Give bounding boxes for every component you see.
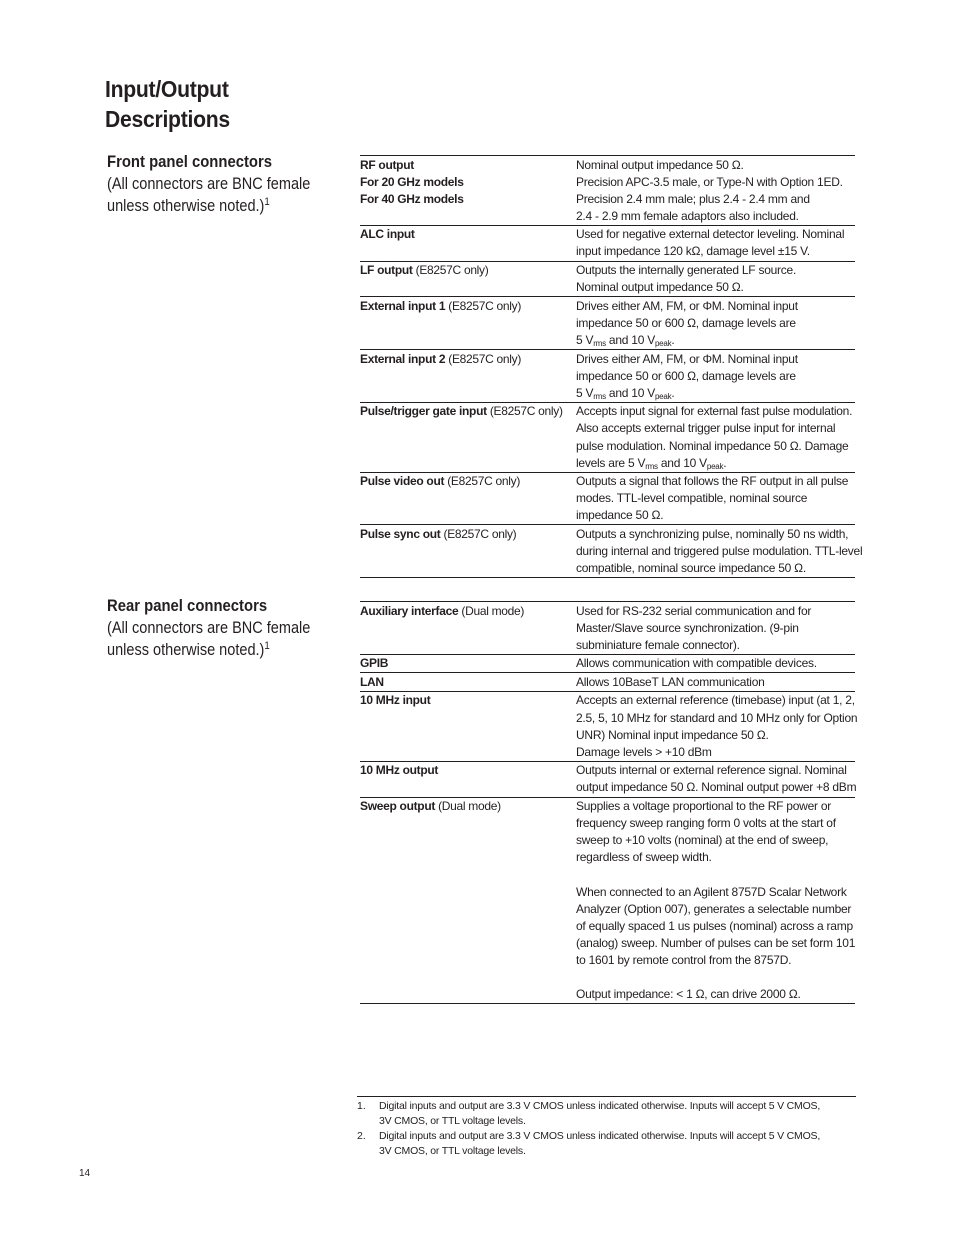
description-line: Drives either AM, FM, or ΦM. Nominal input xyxy=(576,298,798,313)
table-row xyxy=(360,472,855,525)
table-row xyxy=(360,797,855,1004)
description-line: frequency sweep ranging form 0 volts at the start of xyxy=(576,816,836,831)
description-line: 2.4 - 2.9 mm female adaptors also included. xyxy=(576,208,799,223)
voltage-text: 5 V xyxy=(576,385,594,400)
table-row xyxy=(360,761,855,797)
footnote-ref: 1 xyxy=(264,640,270,652)
voltage-text: . xyxy=(671,385,675,400)
table-row xyxy=(360,156,855,225)
voltage-text: and 10 V xyxy=(605,385,655,400)
description-line: When connected to an Agilent 8757D Scalar Network xyxy=(576,884,847,899)
connector-name xyxy=(360,226,576,261)
connector-description xyxy=(576,673,855,691)
front-panel-table xyxy=(360,155,863,578)
connector-description xyxy=(576,297,855,349)
connector-description xyxy=(576,602,855,654)
description-line: subminiature female connector). xyxy=(576,637,740,652)
description-line: input impedance 120 kΩ, damage level ±15 V. xyxy=(576,244,810,259)
footnote-line: 3V CMOS, or TTL voltage levels. xyxy=(379,1115,526,1127)
description-line: Used for RS-232 serial communication and for xyxy=(576,603,812,618)
connector-name xyxy=(360,762,576,797)
connector-label: LF output xyxy=(360,263,413,278)
footnotes xyxy=(357,1096,856,1159)
connector-label: Pulse video out xyxy=(360,474,445,489)
connector-description xyxy=(576,798,855,1004)
connector-name xyxy=(360,673,576,691)
description-line: Used for negative external detector leveling. Nominal xyxy=(576,227,845,242)
connector-name-line xyxy=(360,351,576,368)
front-panel-note xyxy=(107,173,327,217)
connector-label: Pulse/trigger gate input xyxy=(360,404,487,419)
connector-label: External input 1 xyxy=(360,298,446,313)
connector-name xyxy=(360,798,576,1004)
connector-name-line xyxy=(360,298,576,315)
connector-description xyxy=(576,226,855,261)
description-line xyxy=(576,455,855,472)
description-line: of equally spaced 1 us pulses (nominal) across a ramp xyxy=(576,918,853,933)
connector-note: (E8257C only) xyxy=(445,351,522,366)
table-row xyxy=(360,402,855,472)
description-line: sweep to +10 volts (nominal) at the end of sweep, xyxy=(576,833,829,848)
connector-label: 10 MHz input xyxy=(360,693,431,708)
description-line: impedance 50 Ω. xyxy=(576,508,664,523)
rear-panel-label xyxy=(107,595,337,661)
description-line: UNR) Nominal input impedance 50 Ω. xyxy=(576,727,769,742)
connector-label: LAN xyxy=(360,674,384,689)
description-line: Allows communication with compatible devices. xyxy=(576,656,817,671)
connector-description xyxy=(576,655,855,673)
description-line: Nominal output impedance 50 Ω. xyxy=(576,280,744,295)
connector-name-line xyxy=(360,403,576,420)
page-title-line: Input/Output xyxy=(105,76,229,102)
description-line: Nominal output impedance 50 Ω. xyxy=(576,157,744,172)
description-line: Outputs a synchronizing pulse, nominally 50 ns width, xyxy=(576,526,849,541)
connector-description xyxy=(576,262,855,297)
rear-panel-note-line xyxy=(107,639,327,661)
connector-note: (E8257C only) xyxy=(440,526,517,541)
table-row xyxy=(360,672,855,691)
footnote-line: Digital inputs and output are 3.3 V CMOS unless indicated otherwise. Inputs will accept 5 V CMOS, xyxy=(379,1130,821,1142)
table-row xyxy=(360,691,858,761)
connector-note: (Dual mode) xyxy=(435,799,501,814)
connector-label: GPIB xyxy=(360,656,389,671)
connector-note: (E8257C only) xyxy=(486,404,563,419)
front-panel-note-line: (All connectors are BNC female xyxy=(107,175,311,193)
description-line: pulse modulation. Nominal impedance 50 Ω. Damage xyxy=(576,438,849,453)
table-row xyxy=(360,225,855,261)
voltage-text: levels are 5 V xyxy=(576,455,646,470)
description-line: Also accepts external trigger pulse input for internal xyxy=(576,421,836,436)
subscript-rms: rms xyxy=(593,338,606,348)
description-line: modes. TTL-level compatible, nominal source xyxy=(576,491,808,506)
connector-label: Auxiliary interface xyxy=(360,603,459,618)
description-line: regardless of sweep width. xyxy=(576,850,712,865)
connector-name-line xyxy=(360,692,576,709)
description-line: Outputs internal or external reference signal. Nominal xyxy=(576,763,847,778)
connector-label: For 40 GHz models xyxy=(360,191,464,206)
description-line: Precision APC-3.5 male, or Type-N with Option 1ED. xyxy=(576,174,843,189)
description-line: impedance 50 or 600 Ω, damage levels are xyxy=(576,315,796,330)
connector-name-line xyxy=(360,226,576,243)
rear-panel-note-text: unless otherwise noted.) xyxy=(107,641,265,659)
page-title-line: Descriptions xyxy=(105,106,230,132)
connector-description xyxy=(576,473,855,525)
connector-label: RF output xyxy=(360,157,414,172)
subscript-peak: peak xyxy=(654,391,672,401)
connector-name xyxy=(360,156,576,225)
page-number: 14 xyxy=(79,1168,91,1179)
connector-name xyxy=(360,525,576,577)
connector-name xyxy=(360,350,576,402)
rear-panel-heading: Rear panel connectors xyxy=(107,597,268,615)
connector-name-line xyxy=(360,262,576,279)
description-line: Analyzer (Option 007), generates a selectable number xyxy=(576,901,852,916)
connector-note: (E8257C only) xyxy=(445,298,522,313)
description-line: Accepts an external reference (timebase) input (at 1, 2, xyxy=(576,693,855,708)
description-line: compatible, nominal source impedance 50 Ω. xyxy=(576,561,806,576)
footnote-text xyxy=(379,1129,820,1159)
connector-label: Pulse sync out xyxy=(360,526,441,541)
subscript-peak: peak xyxy=(654,338,672,348)
connector-name xyxy=(360,655,576,673)
rear-panel-note-line: (All connectors are BNC female xyxy=(107,619,311,637)
voltage-text: . xyxy=(723,455,727,470)
description-line: output impedance 50 Ω. Nominal output power +8 dBm xyxy=(576,780,857,795)
connector-name-line xyxy=(360,655,576,672)
connector-name-line xyxy=(360,174,576,191)
connector-name-line xyxy=(360,674,576,691)
footnote-text xyxy=(379,1099,820,1129)
rear-panel-note xyxy=(107,617,327,661)
front-panel-note-text: unless otherwise noted.) xyxy=(107,197,265,215)
connector-description xyxy=(576,762,855,797)
description-line: to 1601 by remote control from the 8757D. xyxy=(576,952,792,967)
description-line: Master/Slave source synchronization. (9-pin xyxy=(576,620,799,635)
connector-note: (E8257C only) xyxy=(412,263,489,278)
page-title xyxy=(105,74,344,134)
connector-description xyxy=(576,525,863,577)
connector-name-line xyxy=(360,526,576,543)
description-line: during internal and triggered pulse modulation. TTL-level xyxy=(576,544,863,559)
connector-name-line xyxy=(360,798,576,815)
connector-label: ALC input xyxy=(360,227,415,242)
footnote-line: Digital inputs and output are 3.3 V CMOS unless indicated otherwise. Inputs will accept 5 V CMOS, xyxy=(379,1100,821,1112)
connector-description xyxy=(576,692,858,761)
subscript-peak: peak xyxy=(706,461,724,471)
connector-name-line xyxy=(360,191,576,208)
table-row xyxy=(360,349,855,402)
front-panel-heading: Front panel connectors xyxy=(107,153,273,171)
description-line: impedance 50 or 600 Ω, damage levels are xyxy=(576,368,796,383)
subscript-rms: rms xyxy=(593,391,606,401)
description-line xyxy=(576,332,855,349)
table-row xyxy=(360,296,855,349)
connector-name xyxy=(360,602,576,654)
table-row xyxy=(360,654,855,673)
description-line xyxy=(576,866,855,883)
footnote-line: 3V CMOS, or TTL voltage levels. xyxy=(379,1145,526,1157)
connector-label: For 20 GHz models xyxy=(360,174,464,189)
connector-label: Sweep output xyxy=(360,799,436,814)
front-panel-label xyxy=(107,151,337,217)
description-line: Allows 10BaseT LAN communication xyxy=(576,674,765,689)
voltage-text: . xyxy=(671,332,675,347)
description-line: Precision 2.4 mm male; plus 2.4 - 2.4 mm and xyxy=(576,191,810,206)
connector-note: (Dual mode) xyxy=(458,603,525,618)
connector-name-line xyxy=(360,157,576,174)
connector-name-line xyxy=(360,603,576,620)
footnote-number: 1. xyxy=(357,1100,366,1112)
connector-name xyxy=(360,692,576,761)
description-line: Supplies a voltage proportional to the RF power or xyxy=(576,799,831,814)
connector-label: 10 MHz output xyxy=(360,763,439,778)
front-panel-note-line xyxy=(107,195,327,217)
connector-note: (E8257C only) xyxy=(444,474,521,489)
description-line xyxy=(576,969,855,986)
connector-label: External input 2 xyxy=(360,351,446,366)
footnote xyxy=(357,1099,856,1129)
connector-name xyxy=(360,297,576,349)
table-row xyxy=(360,524,863,577)
rear-panel-table xyxy=(360,601,858,1004)
connector-description xyxy=(576,350,855,402)
footnote-number: 2. xyxy=(357,1130,366,1142)
table-row xyxy=(360,261,855,297)
connector-name-line xyxy=(360,762,576,779)
description-line: 2.5, 5, 10 MHz for standard and 10 MHz only for Option xyxy=(576,710,858,725)
description-line: Output impedance: < 1 Ω, can drive 2000 Ω. xyxy=(576,987,801,1002)
subscript-rms: rms xyxy=(645,461,658,471)
table-row xyxy=(360,602,855,654)
description-line: Outputs the internally generated LF source. xyxy=(576,263,797,278)
description-line: Drives either AM, FM, or ΦM. Nominal input xyxy=(576,351,798,366)
voltage-text: and 10 V xyxy=(657,455,707,470)
connector-name-line xyxy=(360,473,576,490)
description-line: Damage levels > +10 dBm xyxy=(576,744,712,759)
voltage-text: and 10 V xyxy=(605,332,655,347)
voltage-text: 5 V xyxy=(576,332,594,347)
description-line: Accepts input signal for external fast pulse modulation. xyxy=(576,404,853,419)
connector-description xyxy=(576,403,855,472)
connector-name xyxy=(360,403,576,472)
connector-name xyxy=(360,473,576,525)
description-line: Outputs a signal that follows the RF output in all pulse xyxy=(576,474,849,489)
connector-name xyxy=(360,262,576,297)
connector-description xyxy=(576,156,855,225)
footnote-ref: 1 xyxy=(264,196,270,208)
footnote xyxy=(357,1129,856,1159)
description-line xyxy=(576,385,855,402)
description-line: (analog) sweep. Number of pulses can be set form 101 xyxy=(576,935,856,950)
